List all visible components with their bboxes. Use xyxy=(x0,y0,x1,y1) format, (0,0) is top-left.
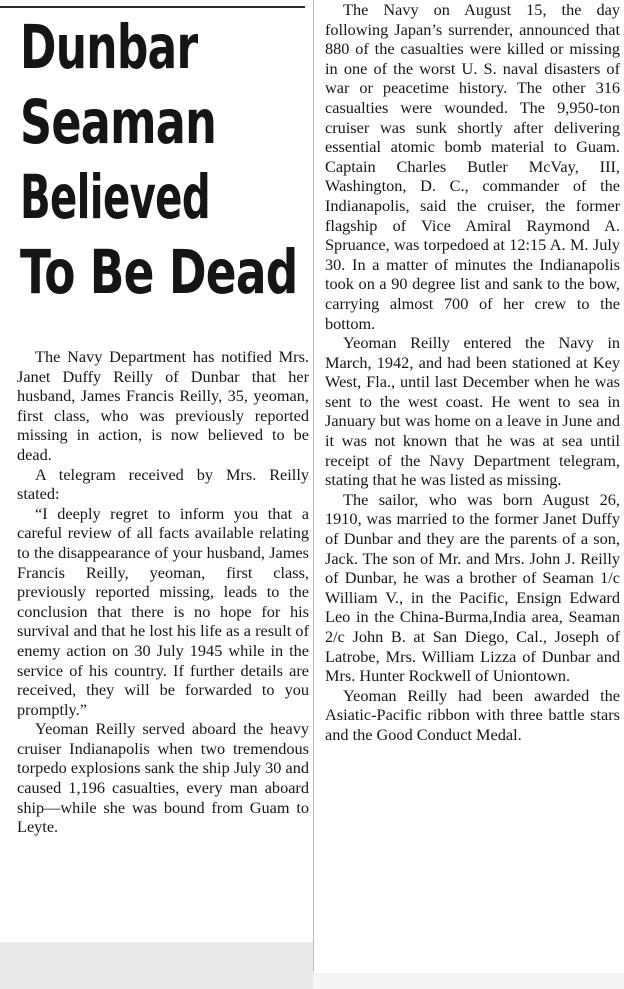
headline-line: To Be Dead xyxy=(20,237,298,308)
headline-line: Dunbar xyxy=(20,12,198,83)
article-paragraph: Yeoman Reilly had been awarded the Asiatic-Pacific ribbon with three battle stars and the Good Conduct Medal. xyxy=(325,685,620,744)
left-column xyxy=(17,347,309,837)
article-paragraph: Yeoman Reilly served aboard the heavy cruiser Indianapolis when two tremendous torpedo explosions sank the ship July 30 and caused 1,196 casualties, every man aboard ship—while she was bound from Guam to Leyte. xyxy=(17,719,309,837)
headline xyxy=(20,10,310,310)
headline-line: Believed xyxy=(20,162,210,233)
top-rule xyxy=(0,6,305,8)
telegram-quote: “I deeply regret to inform you that a careful review of all facts available relating to the disappearance of your husband, James Francis Reilly, yeoman, first class, previously reported missing, leads to the conclusion that there is no hope for his survival and that he lost his life as a result of enemy action on 30 July 1945 while in the service of his country. If further details are received, they will be forwarded to you promptly.” xyxy=(17,503,309,719)
article-paragraph: A telegram received by Mrs. Reilly stated: xyxy=(17,464,309,504)
article-paragraph: Yeoman Reilly entered the Navy in March, 1942, and had been stationed at Key West, Fla., until last December when he was sent to the west coast. He went to sea in January but was home on a leave in June and it was not known that he was at sea until receipt of the Navy Department telegram, stating that he was listed as missing. xyxy=(325,333,620,490)
column-divider xyxy=(313,0,314,972)
article-paragraph: The Navy on August 15, the day following Japan’s surrender, announced that 880 of the casualties were killed or missing in one of the worst U. S. naval disasters of war or peacetime history. The other 316 casualties were wounded. The 9,950-ton cruiser was sunk shortly after delivering essential atomic bomb material to Guam. Captain Charles Butler McVay, III, Washington, D. C., commander of the Indianapolis, said the cruiser, the former flagship of Vice Amiral Raymond A. Spruance, was torpedoed at 12:15 A. M. July 30. In a matter of minutes the Indianapolis took on a 90 degree list and sank to the bow, carrying almost 700 of her crew to the bottom. xyxy=(325,0,620,333)
scan-margin xyxy=(0,942,313,989)
right-column xyxy=(325,0,620,745)
article-paragraph: The sailor, who was born August 26, 1910, was married to the former Janet Duffy of Dunbar and they are the parents of a son, Jack. The son of Mr. and Mrs. John J. Reilly of Dunbar, he was a brother of Seaman 1/c William V., in the Pacific, Ensign Edward Leo in the China-Burma,India area, Seaman 2/c John B. at San Diego, Cal., Joseph of Latrobe, Mrs. William Lizza of Dunbar and Mrs. Hunter Rockwell of Uniontown. xyxy=(325,489,620,686)
headline-line: Seaman xyxy=(20,87,217,158)
article-paragraph: The Navy Department has notified Mrs. Janet Duffy Reilly of Dunbar that her husband, James Francis Reilly, 35, yeoman, first class, who was previously reported missing in action, is now believed to be dead. xyxy=(17,347,309,464)
scan-margin xyxy=(313,973,624,989)
